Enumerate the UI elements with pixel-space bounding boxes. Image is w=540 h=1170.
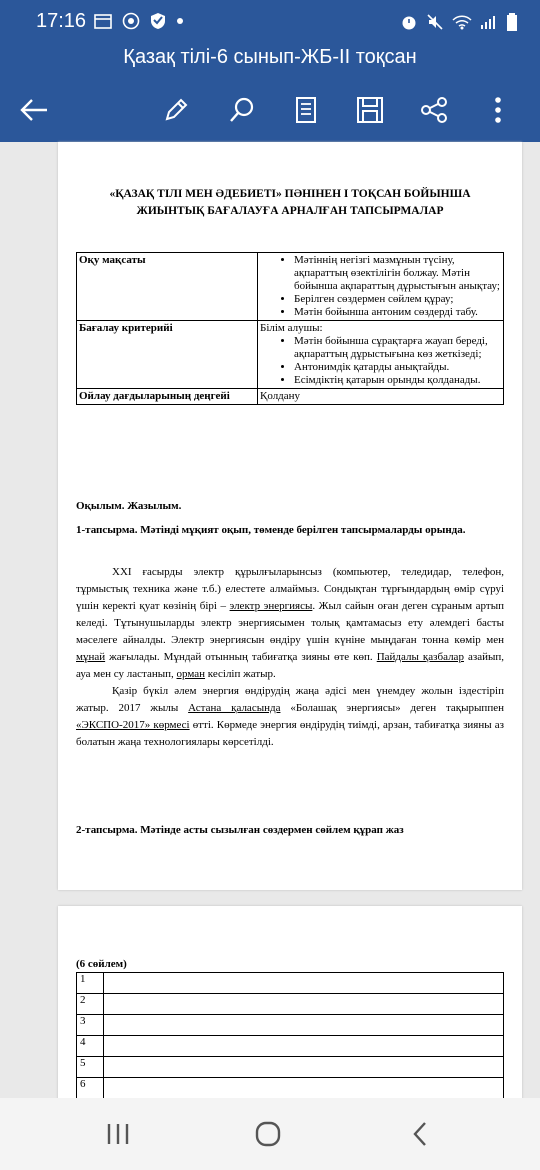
document-heading: «ҚАЗАҚ ТІЛІ МЕН ӘДЕБИЕТІ» ПӘНІНЕН І ТОҚСАН БОЙЫНША ЖИЫНТЫҚ БАҒАЛАУҒА АРНАЛҒАН ТАПСЫРМАЛАР — [109, 188, 471, 217]
more-options-icon — [494, 96, 502, 124]
thinking-level-label: Ойлау дағдыларының деңгейі — [77, 389, 258, 405]
objectives-table — [76, 252, 504, 405]
task1-title: 1-тапсырма. Мәтінді мұқият оқып, төменде берілген тапсырмаларды орында. — [76, 524, 466, 536]
recent-apps-icon — [105, 1122, 131, 1146]
share-button[interactable] — [414, 90, 454, 130]
status-bar — [0, 0, 540, 44]
document-page-2[interactable] — [58, 906, 522, 1106]
objective-item: • Мәтіннің негізгі мазмұнын түсіну, ақпараттың өзектілігін болжау. Мәтін бойынша ақпараттың дұрыстығын анықтау; — [294, 254, 501, 293]
status-system-icons — [400, 12, 518, 32]
back-icon — [412, 1120, 428, 1148]
reading-text — [76, 564, 504, 751]
edit-button[interactable] — [156, 90, 196, 130]
objective-item: • Берілген сөздермен сөйлем құрау; — [294, 293, 501, 306]
search-button[interactable] — [222, 90, 262, 130]
reading-view-icon — [295, 96, 317, 124]
table-row: 3 — [77, 1015, 504, 1036]
home-icon — [254, 1120, 282, 1148]
calendar-icon — [94, 13, 112, 29]
status-notification-icons — [94, 12, 184, 30]
wifi-icon — [452, 14, 472, 30]
criteria-label: Бағалау критерийі — [77, 321, 258, 389]
nav-back-button[interactable] — [390, 1114, 450, 1154]
shield-icon — [150, 12, 166, 30]
document-title: Қазақ тілі-6 сынып-ЖБ-II тоқсан — [123, 46, 417, 68]
table-row: 6 — [77, 1078, 504, 1099]
mute-icon — [426, 13, 444, 31]
criteria-item: • Есімдіктің қатарын орынды қолданады. — [294, 374, 501, 387]
recent-apps-button[interactable] — [88, 1114, 148, 1154]
save-button[interactable] — [350, 90, 390, 130]
home-button[interactable] — [238, 1114, 298, 1154]
criteria-item: • Мәтін бойынша сұрақтарға жауап береді, ақпараттың дұрыстығына көз жеткізеді; — [294, 335, 501, 361]
objective-label: Оқу мақсаты — [77, 253, 258, 321]
table-row: 5 — [77, 1057, 504, 1078]
sentence-count-label: (6 сөйлем) — [76, 958, 127, 970]
table-row: 4 — [77, 1036, 504, 1057]
dot-icon — [176, 17, 184, 25]
search-icon — [228, 96, 256, 124]
app-bar — [0, 44, 540, 142]
paragraph-1: ХХІ ғасырды электр құрылғыларынсыз (компьютер, теледидар, телефон, тұрмыстық техника және т.б.) елестете алмаймыз. Сондықтан тұрғындардың өмір сүруі үшін керекті қуат көзінің бірі – электр энергиясы. Жыл сайын оған деген сұраным артып келеді. Тұтынушыларды электр энергиясымен толық қамтамасыз ету әлемдегі басты мәселеге айналды. Электр энергиясын өндіру үшін күніне мыңдаған тонна көмір мен мұнай жағылады. Мұндай отынның табиғатқа зияны өте көп. Пайдалы қазбалар азайып, ауа мен су ластанып, орман кесіліп жатыр. — [76, 566, 505, 680]
back-button[interactable] — [14, 90, 54, 130]
share-icon — [420, 96, 448, 124]
system-nav-bar — [0, 1098, 540, 1170]
save-icon — [356, 96, 384, 124]
reading-view-button[interactable] — [286, 90, 326, 130]
table-row: 2 — [77, 994, 504, 1015]
alarm-icon — [400, 13, 418, 31]
table-row: 1 — [77, 973, 504, 994]
objective-item: • Мәтін бойынша антоним сөздерді табу. — [294, 306, 501, 319]
battery-icon — [506, 12, 518, 32]
back-arrow-icon — [19, 98, 49, 122]
document-page-1[interactable] — [58, 142, 522, 890]
objective-cell — [258, 253, 504, 321]
thinking-level-value: Қолдану — [258, 389, 504, 405]
status-time: 17:16 — [36, 10, 87, 32]
task2-title: 2-тапсырма. Мәтінде асты сызылған сөздермен сөйлем құрап жаз — [76, 824, 404, 836]
more-options-button[interactable] — [478, 90, 518, 130]
edit-pencil-icon — [162, 96, 190, 124]
criteria-item: • Антонимдік қатарды анықтайды. — [294, 361, 501, 374]
answer-table — [76, 972, 504, 1099]
chrome-icon — [122, 12, 140, 30]
criteria-cell: Білім алушы: • Мәтін бойынша сұрақтарға жауап береді, ақпараттың дұрыстығына көз жеткізеді; • Антонимдік қатарды анықтайды. • Есімдіктің қатарын орынды қолданады. — [258, 321, 504, 389]
signal-icon — [480, 14, 498, 30]
section-title: Оқылым. Жазылым. — [76, 500, 182, 512]
paragraph-2: Қазір бүкіл әлем энергия өндірудің жаңа әдісі мен үнемдеу жолын іздестіріп жатыр. 2017 жылы Астана қаласында «Болашақ энергиясы» деген тақырыппен «ЭКСПО-2017» көрмесі өтті. Көрмеде энергия өндірудің тиімді, арзан, табиғатқа зияны аз болатын жаңа технологиялары көрсетілді. — [76, 685, 505, 748]
